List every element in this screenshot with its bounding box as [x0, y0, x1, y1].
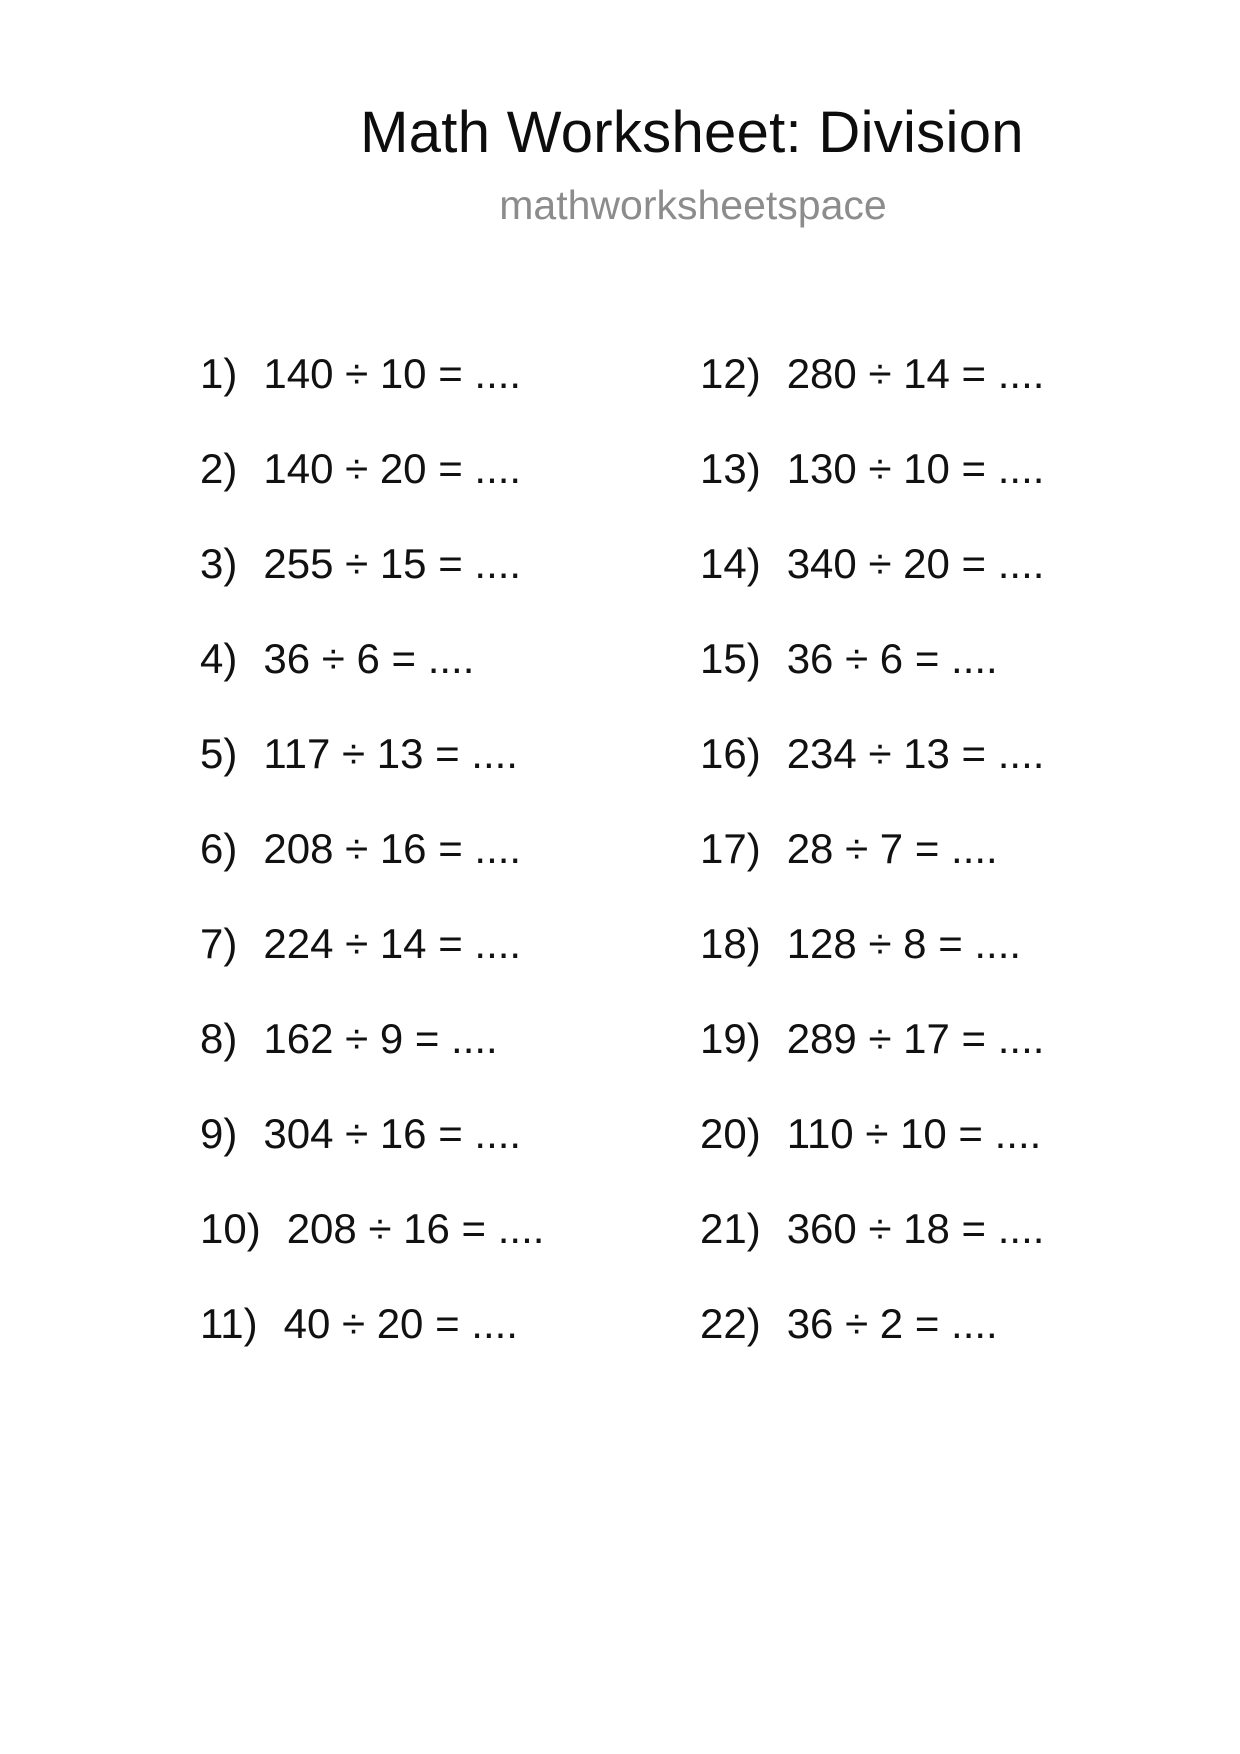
- problem-expression: 208 ÷ 16 = ....: [286, 1205, 545, 1252]
- problem-expression: 130 ÷ 10 = ....: [786, 445, 1045, 492]
- problem-item: [200, 1106, 544, 1201]
- problem-number: 15): [700, 635, 761, 682]
- problem-expression: 117 ÷ 13 = ....: [263, 730, 518, 777]
- problem-item: [700, 1201, 1044, 1296]
- problem-number: 7): [200, 920, 238, 967]
- problem-number: 9): [200, 1110, 238, 1157]
- problem-number: 13): [700, 445, 761, 492]
- problem-item: [200, 726, 544, 821]
- problem-expression: 128 ÷ 8 = ....: [786, 920, 1022, 967]
- problem-expression: 208 ÷ 16 = ....: [263, 825, 522, 872]
- problem-number: 8): [200, 1015, 238, 1062]
- problem-item: [200, 631, 544, 726]
- problem-item: [200, 346, 544, 441]
- problem-item: [700, 726, 1044, 821]
- problem-expression: 110 ÷ 10 = ....: [786, 1110, 1042, 1157]
- problem-expression: 360 ÷ 18 = ....: [786, 1205, 1045, 1252]
- problem-item: [700, 1011, 1044, 1106]
- problem-expression: 36 ÷ 6 = ....: [263, 635, 475, 682]
- problem-expression: 28 ÷ 7 = ....: [786, 825, 998, 872]
- problem-number: 16): [700, 730, 761, 777]
- problem-number: 12): [700, 350, 761, 397]
- problem-number: 5): [200, 730, 238, 777]
- problem-item: [200, 821, 544, 916]
- problem-number: 1): [200, 350, 238, 397]
- problem-item: [700, 916, 1044, 1011]
- problem-number: 22): [700, 1300, 761, 1347]
- problem-number: 3): [200, 540, 238, 587]
- problem-expression: 280 ÷ 14 = ....: [786, 350, 1045, 397]
- problem-number: 11): [200, 1300, 258, 1347]
- problem-item: [700, 346, 1044, 441]
- problem-expression: 289 ÷ 17 = ....: [786, 1015, 1045, 1062]
- problem-item: [700, 536, 1044, 631]
- problem-expression: 255 ÷ 15 = ....: [263, 540, 522, 587]
- problem-number: 14): [700, 540, 761, 587]
- problem-item: [200, 441, 544, 536]
- problem-item: [700, 821, 1044, 916]
- problem-column-left: [200, 346, 544, 1391]
- problem-expression: 140 ÷ 20 = ....: [263, 445, 522, 492]
- problem-number: 17): [700, 825, 761, 872]
- problem-expression: 36 ÷ 2 = ....: [786, 1300, 998, 1347]
- problem-expression: 340 ÷ 20 = ....: [786, 540, 1045, 587]
- problem-expression: 224 ÷ 14 = ....: [263, 920, 522, 967]
- problem-item: [700, 441, 1044, 536]
- problem-number: 2): [200, 445, 238, 492]
- problem-number: 21): [700, 1205, 761, 1252]
- problem-item: [700, 1106, 1044, 1201]
- problem-expression: 140 ÷ 10 = ....: [263, 350, 522, 397]
- problem-number: 10): [200, 1205, 261, 1252]
- problem-item: [200, 1296, 544, 1391]
- problem-expression: 36 ÷ 6 = ....: [786, 635, 998, 682]
- problem-item: [200, 916, 544, 1011]
- problem-item: [700, 631, 1044, 726]
- problem-item: [700, 1296, 1044, 1391]
- problem-item: [200, 536, 544, 631]
- problem-expression: 40 ÷ 20 = ....: [283, 1300, 518, 1347]
- problem-expression: 234 ÷ 13 = ....: [786, 730, 1045, 777]
- problem-number: 18): [700, 920, 761, 967]
- problem-number: 6): [200, 825, 238, 872]
- problem-expression: 162 ÷ 9 = ....: [263, 1015, 498, 1062]
- worksheet-title: Math Worksheet: Division: [360, 100, 1024, 165]
- problem-number: 4): [200, 635, 238, 682]
- problem-column-right: [700, 346, 1044, 1391]
- problem-item: [200, 1201, 544, 1296]
- problem-item: [200, 1011, 544, 1106]
- problem-expression: 304 ÷ 16 = ....: [263, 1110, 522, 1157]
- problem-number: 19): [700, 1015, 761, 1062]
- problem-number: 20): [700, 1110, 761, 1157]
- worksheet-subtitle: mathworksheetspace: [499, 182, 887, 228]
